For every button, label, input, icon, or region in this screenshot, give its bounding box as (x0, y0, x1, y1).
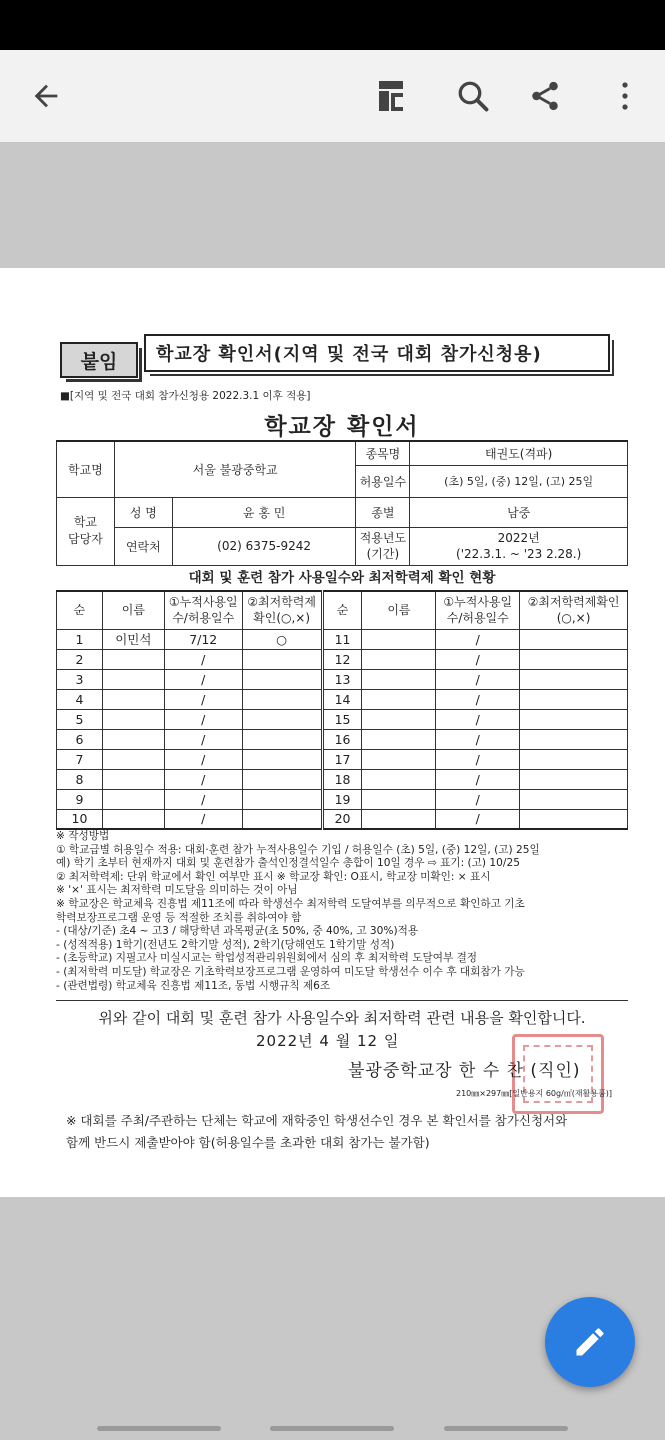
row-name (102, 649, 164, 669)
row-confirm (242, 809, 322, 829)
row-confirm (520, 649, 628, 669)
paper-size-note: 210㎜×297㎜[일반용지 60g/㎡(재활용품)] (456, 1089, 613, 1098)
table-row (57, 709, 628, 729)
arrow-left-icon (29, 79, 63, 113)
more-vert-icon (620, 81, 630, 111)
footer-note: ※ 대회를 주최/주관하는 단체는 학교에 재학중인 학생선수인 경우 본 확인서를 참가신청서와 함께 반드시 제출받아야 함(허용일수를 초과한 대회 참가는 불가함) (66, 1113, 568, 1150)
app-toolbar (0, 50, 665, 142)
nav-recent-button[interactable] (97, 1426, 221, 1431)
row-name: 이민석 (102, 629, 164, 649)
row-name (362, 769, 436, 789)
nav-home-button[interactable] (270, 1426, 394, 1431)
row-days: / (164, 749, 242, 769)
year-cell (410, 527, 628, 565)
row-confirm (242, 789, 322, 809)
header-confirm: ②최저학력제확인(○,×) (242, 591, 322, 629)
edit-fab-button[interactable] (545, 1297, 635, 1387)
row-days: / (164, 689, 242, 709)
year-label: 적용년도 (기간) (356, 527, 410, 565)
contact-value: (02) 6375-9242 (172, 527, 356, 565)
row-confirm (242, 729, 322, 749)
row-no: 10 (57, 809, 103, 829)
row-confirm (520, 729, 628, 749)
header-confirm-2: ②최저학력제확인(○,×) (520, 591, 628, 629)
row-days: / (164, 729, 242, 749)
name-label: 성 명 (114, 497, 172, 527)
row-confirm (242, 749, 322, 769)
row-confirm (520, 669, 628, 689)
header-days: ①누적사용일수/허용일수 (164, 591, 242, 629)
row-name (102, 669, 164, 689)
header-name: 이름 (102, 591, 164, 629)
methods-line: 예) 학기 초부터 현재까지 대회 및 훈련참가 출석인정결석일수 총합이 10일 경우 ⇨ 표기: (고) 10/25 (56, 857, 520, 870)
header-no: 순 (57, 591, 103, 629)
table-row (57, 749, 628, 769)
methods-line: - (대상/기준) 초4 ~ 고3 / 해당학년 과목평균(초 50%, 중 40%, 고 30%)적용 (56, 925, 419, 938)
row-days: / (436, 709, 520, 729)
contact-label: 연락처 (114, 527, 172, 565)
school-name-value: 서울 불광중학교 (114, 441, 356, 497)
row-no: 4 (57, 689, 103, 709)
table-row (57, 729, 628, 749)
issue-date: 2022년 4 월 12 일 (256, 1032, 400, 1050)
row-days: / (164, 809, 242, 829)
row-days: / (436, 649, 520, 669)
period-value: ('22.3.1. ~ '23 2.28.) (456, 547, 582, 561)
category-label: 종별 (356, 497, 410, 527)
row-confirm (520, 749, 628, 769)
allowed-days-label: 허용일수 (356, 465, 410, 497)
row-no: 18 (322, 769, 362, 789)
row-days: / (164, 789, 242, 809)
row-confirm (242, 709, 322, 729)
event-label: 종목명 (356, 441, 410, 465)
table-row (57, 769, 628, 789)
methods-line: ② 최저학력제: 단위 학교에서 확인 여부만 표시 ※ 학교장 확인: O표시, 학교장 미확인: × 표시 (56, 870, 491, 883)
edit-pencil-icon (572, 1324, 608, 1360)
table-row (57, 809, 628, 829)
event-value: 태권도(격파) (410, 441, 628, 465)
document-page[interactable] (0, 268, 665, 1197)
row-no: 13 (322, 669, 362, 689)
row-no: 19 (322, 789, 362, 809)
row-name (102, 709, 164, 729)
row-no: 3 (57, 669, 103, 689)
row-days: 7/12 (164, 629, 242, 649)
row-no: 16 (322, 729, 362, 749)
row-days: / (436, 769, 520, 789)
row-confirm (242, 669, 322, 689)
row-days: / (436, 689, 520, 709)
row-name (362, 729, 436, 749)
row-days: / (164, 649, 242, 669)
row-no: 20 (322, 809, 362, 829)
row-no: 8 (57, 769, 103, 789)
row-days: / (436, 669, 520, 689)
section-title: 대회 및 훈련 참가 사용일수와 최저학력제 확인 현황 (188, 570, 496, 586)
row-days: / (164, 709, 242, 729)
row-days: / (436, 629, 520, 649)
row-name (102, 789, 164, 809)
row-confirm (242, 649, 322, 669)
methods-line: ※ '×' 표시는 최저학력 미도달을 의미하는 것이 아님 (56, 884, 298, 897)
row-days: / (164, 769, 242, 789)
row-confirm (520, 709, 628, 729)
row-confirm (520, 629, 628, 649)
principal-signature: 불광중학교장 한 수 찬 (직인) (348, 1061, 581, 1081)
methods-line: - (관련법령) 학교체육 진흥법 제11조, 동법 시행규칙 제6조 (56, 979, 331, 992)
row-no: 17 (322, 749, 362, 769)
row-confirm (520, 689, 628, 709)
search-icon (455, 78, 491, 114)
row-no: 6 (57, 729, 103, 749)
row-no: 5 (57, 709, 103, 729)
row-days: / (436, 809, 520, 829)
document-header-title: 학교장 확인서(지역 및 전국 대회 참가신청용) (144, 334, 610, 372)
methods-line: ※ 학교장은 학교체육 진흥법 제11조에 따라 학생선수 최저학력 도달여부를 의무적으로 확인하고 기초 (56, 897, 525, 910)
row-confirm (242, 769, 322, 789)
methods-line: - (초등학교) 지필고사 미실시교는 학업성적관리위원회에서 심의 후 최저학력 도달여부 결정 (56, 952, 478, 965)
row-name (362, 669, 436, 689)
table-row (57, 629, 628, 649)
share-button[interactable] (521, 72, 569, 120)
row-days: / (436, 749, 520, 769)
row-name (362, 689, 436, 709)
row-name (362, 649, 436, 669)
row-no: 14 (322, 689, 362, 709)
methods-line: - (최저학력 미도달) 학교장은 기초학력보장프로그램 운영하여 미도달 학생선수 이수 후 대회참가 가능 (56, 965, 525, 978)
document-view-button[interactable] (368, 72, 416, 120)
row-confirm (520, 789, 628, 809)
row-days: / (436, 729, 520, 749)
methods-line: 학력보장프로그램 운영 등 적절한 조치를 취하여야 함 (56, 911, 302, 924)
applicable-note: ■[지역 및 전국 대회 참가신청용 2022.3.1 이후 적용] (60, 390, 311, 402)
row-name (102, 729, 164, 749)
row-name (362, 709, 436, 729)
row-name (102, 749, 164, 769)
search-button[interactable] (449, 72, 497, 120)
document-view-icon (377, 79, 407, 113)
school-info-table (56, 440, 628, 566)
nav-back-button[interactable] (444, 1426, 568, 1431)
writing-methods (56, 830, 628, 993)
name-value: 윤 홍 민 (172, 497, 356, 527)
row-no: 11 (322, 629, 362, 649)
manager-label: 학교 담당자 (57, 497, 115, 565)
row-name (102, 689, 164, 709)
status-bar (0, 0, 665, 50)
attachment-label: 붙임 (60, 342, 138, 378)
row-no: 15 (322, 709, 362, 729)
row-name (362, 749, 436, 769)
back-button[interactable] (22, 72, 70, 120)
confirm-statement: 위와 같이 대회 및 훈련 참가 사용일수와 최저학력 관련 내용을 확인합니다. (56, 1000, 628, 1028)
year-value: 2022년 (497, 531, 540, 545)
category-value: 남중 (410, 497, 628, 527)
row-no: 2 (57, 649, 103, 669)
table-row (57, 789, 628, 809)
header-days-2: ①누적사용일수/허용일수 (436, 591, 520, 629)
row-name (362, 789, 436, 809)
row-days: / (436, 789, 520, 809)
row-confirm: ○ (242, 629, 322, 649)
header-no-2: 순 (322, 591, 362, 629)
page-title: 학교장 확인서 (264, 414, 420, 440)
table-row (57, 669, 628, 689)
header-name-2: 이름 (362, 591, 436, 629)
row-confirm (242, 689, 322, 709)
row-name (102, 769, 164, 789)
allowed-days-value: (초) 5일, (중) 12일, (고) 25일 (410, 465, 628, 497)
table-row (57, 649, 628, 669)
methods-line: ※ 작성방법 (56, 830, 110, 842)
row-name (362, 629, 436, 649)
row-confirm (520, 809, 628, 829)
row-name (362, 809, 436, 829)
more-options-button[interactable] (601, 72, 649, 120)
attendance-table (56, 590, 628, 830)
row-no: 1 (57, 629, 103, 649)
methods-line: - (성적적용) 1학기(전년도 2학기말 성적), 2학기(당해연도 1학기말 성적) (56, 938, 395, 951)
row-no: 7 (57, 749, 103, 769)
row-no: 9 (57, 789, 103, 809)
row-name (102, 809, 164, 829)
share-icon (528, 79, 562, 113)
methods-line: ① 학교급별 허용일수 적용: 대회·훈련 참가 누적사용일수 기입 / 허용일수 (초) 5일, (중) 12일, (고) 25일 (56, 843, 540, 856)
row-no: 12 (322, 649, 362, 669)
table-row (57, 689, 628, 709)
row-days: / (164, 669, 242, 689)
row-confirm (520, 769, 628, 789)
school-name-label: 학교명 (57, 441, 115, 497)
